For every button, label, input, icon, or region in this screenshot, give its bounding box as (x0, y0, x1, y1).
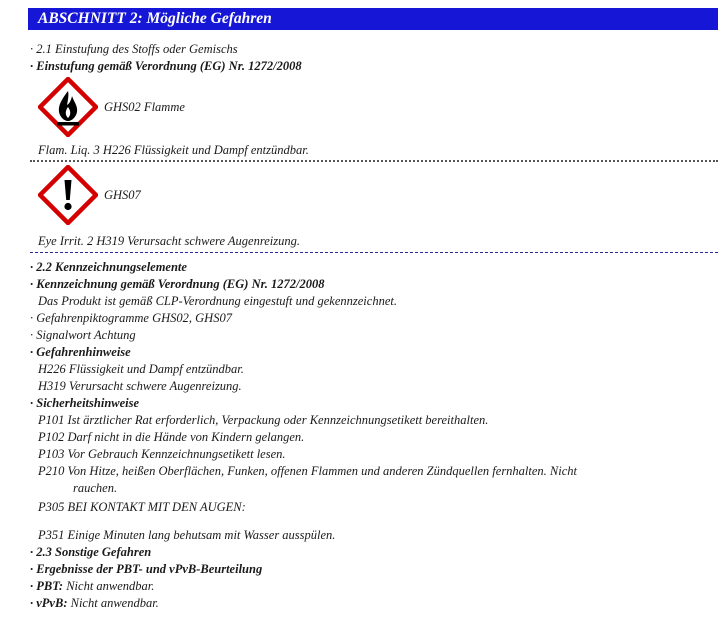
h319-statement: H319 Verursacht schwere Augenreizung. (38, 379, 242, 393)
vpvb-value: Nicht anwendbar. (67, 596, 159, 610)
vpvb-row (30, 596, 159, 611)
precautionary-heading: · Sicherheitshinweise (30, 396, 140, 410)
pictogram2-label: GHS07 (104, 188, 141, 202)
p351-statement: P351 Einige Minuten lang behutsam mit Wasser ausspülen. (38, 528, 336, 542)
pbt-assessment-heading: · Ergebnisse der PBT- und vPvB-Beurteilung (30, 562, 263, 576)
ghs02-flame-icon (38, 77, 98, 137)
pictogram1-label: GHS02 Flamme (104, 100, 185, 114)
hazard-statements-heading: · Gefahrenhinweise (30, 345, 131, 359)
h226-statement: H226 Flüssigkeit und Dampf entzündbar. (38, 362, 244, 376)
hazard-eye-irrit: Eye Irrit. 2 H319 Verursacht schwere Augenreizung. (38, 234, 300, 248)
heading-2-3: · 2.3 Sonstige Gefahren (30, 545, 152, 559)
p305-statement: P305 BEI KONTAKT MIT DEN AUGEN: (38, 500, 246, 514)
p102-statement: P102 Darf nicht in die Hände von Kindern gelangen. (38, 430, 305, 444)
pbt-value: Nicht anwendbar. (63, 579, 155, 593)
heading-labelling-regulation: · Kennzeichnung gemäß Verordnung (EG) Nr. 1272/2008 (30, 277, 325, 291)
hazard-pictograms: · Gefahrenpiktogramme GHS02, GHS07 (30, 311, 232, 325)
p103-statement: P103 Vor Gebrauch Kennzeichnungsetikett lesen. (38, 447, 286, 461)
hazard-flam-liq: Flam. Liq. 3 H226 Flüssigkeit und Dampf entzündbar. (38, 143, 309, 157)
pbt-row (30, 579, 154, 594)
section-header (28, 8, 718, 30)
ghs07-exclamation-icon (38, 165, 98, 225)
clp-statement: Das Produkt ist gemäß CLP-Verordnung eingestuft und gekennzeichnet. (38, 294, 397, 308)
section-title: ABSCHNITT 2: Mögliche Gefahren (38, 10, 272, 27)
vpvb-label: · vPvB: (30, 596, 68, 610)
heading-2-2: · 2.2 Kennzeichnungselemente (30, 260, 187, 274)
dashed-separator (30, 252, 718, 253)
p210-statement: P210 Von Hitze, heißen Oberflächen, Funken, offenen Flammen und anderen Zündquellen fernhalten. Nicht (38, 464, 578, 478)
signal-word: · Signalwort Achtung (30, 328, 136, 342)
pbt-label: · PBT: (30, 579, 64, 593)
heading-2-1: · 2.1 Einstufung des Stoffs oder Gemischs (30, 42, 238, 56)
p101-statement: P101 Ist ärztlicher Rat erforderlich, Verpackung oder Kennzeichnungsetikett bereithalten. (38, 413, 489, 427)
dotted-separator (30, 160, 718, 162)
p210-statement-continued: rauchen. (73, 481, 118, 495)
heading-classification-regulation: · Einstufung gemäß Verordnung (EG) Nr. 1272/2008 (30, 59, 302, 73)
